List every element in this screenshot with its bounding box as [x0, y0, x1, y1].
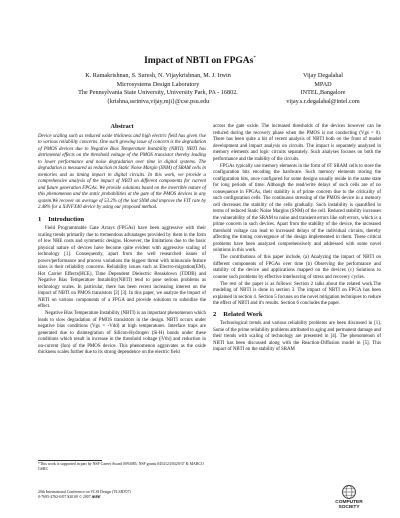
section-1-number: 1 — [38, 215, 42, 223]
right-column — [213, 124, 381, 354]
related-work-paragraph: Technological trends and various reliability problems are been discussed in [1]. Some of the prime reliability problems attributed to aging and permanent damage and their trends with scaling of technology are presented in [4]. The phenomenon of NBTI has been discussed along with the Reaction-Diffusion model in [5]. This impact of NBTI on the stability of SRAM — [213, 321, 381, 352]
authors-block-right — [268, 72, 378, 106]
intro-paragraph-1: Field Programmable Gate Arrays (FPGAs) have been aggressive with their scaling trends primarily due to tremendous advantages provided by them in the form of low NRE costs and symmetric designs. However, the limitations due to the basic physical nature of devices have become quite evident with aggressive scaling of technology [1]. Consequently, apart from the well researched issues of power/performance and process variations the biggest threat with minuscule feature sizes is their reliability concerns. Reliability issues such as Electro-migration(EM), Hot Carrier Effects(HCE), Time Dependent Dielectric Breakdown (TDDB) and Negative Bias Temperature Instability(NBTI) tend to pose serious problems as technology scales. In particular, there has been recent increasing interest on the impact of NBTI on PMOS transistors [2] [3]. In this paper, we analyze the impact of NBTI on various components of a FPGA and provide solutions to subsidize the effect. — [38, 226, 206, 309]
footnote-rule — [38, 460, 102, 461]
title-text: Impact of NBTI on FPGAs — [144, 56, 254, 67]
abstract-text: Device scaling such as reduced oxide thickness and high electric field has given rise to various reliability concerns. One such growing issue of concern is the degradation of PMOS devices due to Negative Bias Temperature Instability (NBTI). NBTI has detrimental effects on the threshold voltage of the PMOS transistor thereby leading to lower performance and noise degradation over time in digital systems. The degradation is measured as reduction in Static Noise Margin (SNM) of SRAM cells in memories and as timing impact in digital circuits. In this work, we provide a comprehensive analysis of the impact of NBTI on different components for current and future generation FPGAs. We provide solutions based on the invertible nature of this phenomenon and the static probabilities at the gate of the PMOS devices in any system.We recover an average of 53.2% of the lost SNM and improve the FIT rate by 2.48% for a X4VFX40 device by using our proposed method. — [38, 133, 206, 210]
author-emails: {krishna,ssriniva,vijay,mji}@cse.psu.edu — [106, 97, 210, 105]
conference-info — [38, 490, 218, 500]
logo-line-2: SOCIETY — [338, 505, 360, 510]
section-1-title: Introduction — [48, 215, 85, 223]
isbn-text: 0-7695-2762-0/07 $20.00 © 2007 — [38, 494, 91, 499]
logo-line-1: COMPUTER — [335, 500, 363, 505]
right-paragraph-2: FPGAs typically use memory elements in the form of 6T SRAM cells to store the configuration bits encoding the hardware. Such memory elements storing the configuration bits, once configured for some designs usually reside in the same state for long periods of time. Although the read/write delays of such cells are of no consequence in FPGAs, their stability is of prime concern due to the criticality of such configuration cells. The continuous stressing of the PMOS device in a memory cell decreases the stability of the cells gradually. Such instability is quantified in terms of reduced Static Noise Margins (SNM) of the cell. Reduced stability increases the vulnerability of the SRAM to noise and transient errors like soft errors, which is a prime concern in such devices. Apart from the stability of the device, the increased threshold voltage can lead to increased delays of the individual circuits, thereby affecting the timing convergence of the design implemented in them. These critical problems have been analyzed comprehensively and addressed with some novel solutions in this work. — [213, 163, 381, 253]
intro-paragraph-2: Negative Bias Temperature Instability (NBTI) is an important phenomenon which leads to slow degradation of PMOS transistors in the design. NBTI occurs under negative bias conditions (Vgs = -Vdd) at high temperatures. Interface traps are generated due to disintegration of Silicon-Hydrogen (Si-H) bonds under these conditions which result in increase in the threshold voltage (|Vth|) and reduction in on-current (Ion) of the PMOS device. This phenomenon aggravates as the oxide thickness scales further due to its strong dependence on the electric field — [38, 311, 206, 355]
paper-title — [0, 56, 400, 66]
abstract-heading: Abstract — [110, 123, 134, 130]
conference-line: 20th International Conference on VLSI Design (VLSID'07) — [38, 490, 131, 494]
author-names: K. Ramakrishnan, S. Suresh, N. Vijaykrishnan, M. J. Irwin — [85, 72, 231, 79]
isbn-line — [38, 495, 218, 500]
author-company-right: INTEL,Bangalore — [300, 89, 346, 97]
right-paragraph-1: across the gate oxide. The increased thresholds of the devices however can be reduced during the recovery phase when the PMOS is not conducting (Vgs = 0). There has been quite a bit of recent analysis of NBTI both on the front of model development and impact analysis on circuits. The impact is separately analyzed in memory elements and logic circuits separately. Such analyses focuses on both the performance and the stability of the circuits. — [213, 124, 381, 162]
author-affiliation: The Pennsylvania State University, University Park, PA - 16802. — [78, 89, 238, 97]
title-footnote-mark: * — [253, 56, 256, 61]
footnote: *This work is supported in part by NSF Career Award 0093085, NSF grants 0454123/0429/37 & MARCO GSRC — [38, 462, 204, 471]
authors-block-left — [40, 72, 276, 106]
author-email-right: vijay.s.r.degalahal@intel.com — [286, 97, 360, 105]
author-lab: Microsystems Design Laboratory — [116, 80, 200, 88]
section-2-title: Related Work — [223, 310, 263, 318]
author-name-right: Vijay Degalahal — [302, 72, 343, 79]
ieee-mark: IEEE — [91, 493, 101, 499]
right-paragraph-4: The rest of the paper is as follows: Section 2 talks about the related work.The modeling of NBTI is done in section 3. The impact of NBTI on FPGA has been explained in section 4. Section 5 focuses on the novel mitigation techniques to reduce the effect of NBTI and it's results. Section 6 concludes the paper. — [213, 281, 381, 306]
author-org-right: MPAD — [314, 80, 332, 88]
right-paragraph-3: The contributions of this paper include, (a) Analyzing the impact of NBTI on different components of FPGAs over time (b) Observing the performance and stability of the device and applications mapped on the devices (c) Solutions to counter such problems by effective interleaving of stress and recovery cycles. — [213, 255, 381, 280]
section-2-heading — [213, 312, 381, 319]
left-column — [38, 124, 206, 357]
section-1-heading — [38, 217, 206, 224]
section-2-number: 2 — [213, 310, 217, 318]
computer-society-logo-text — [326, 500, 372, 510]
